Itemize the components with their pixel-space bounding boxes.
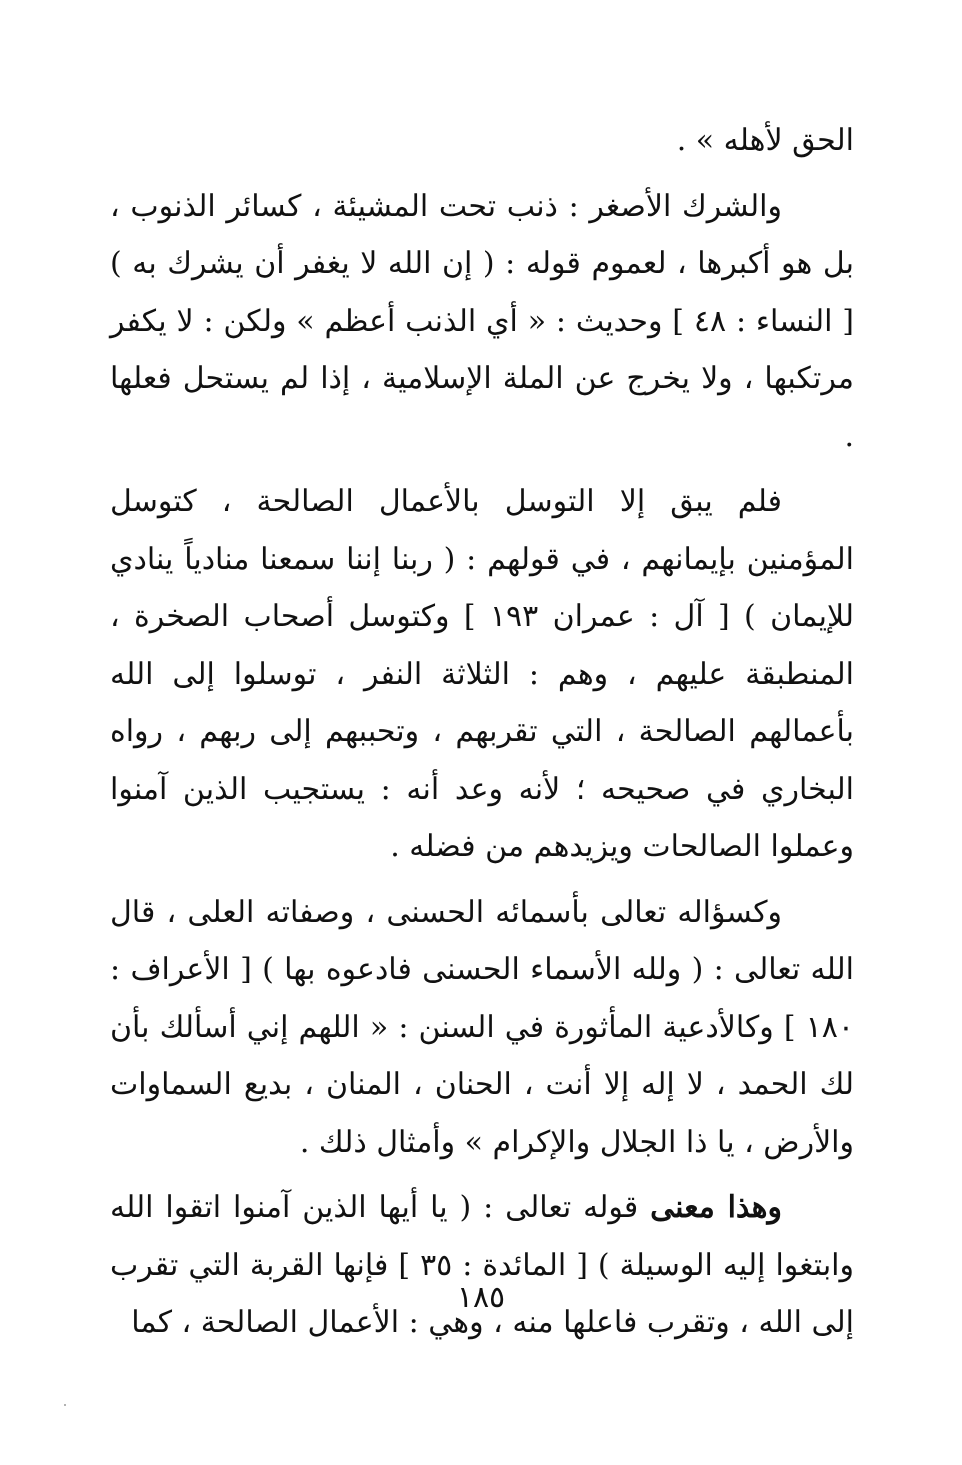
paragraph-continuation: الحق لأهله » . [676, 123, 854, 158]
paragraph-names-attributes: وكسؤاله تعالى بأسمائه الحسنى ، وصفاته العلى ، قال الله تعالى : ( ولله الأسماء الحسنى فادعوه بها ) [ الأعراف : ١٨٠ ] وكالأدعية المأثورة في السنن : « اللهم إني أسألك بأن لك الحمد ، لا إله إلا أنت ، الحنان ، المنان ، بديع السماوات والأرض ، يا ذا الجلال والإكرام » وأمثال ذلك . [110, 894, 854, 1160]
paragraph-body: قوله تعالى : ( يا أيها الذين آمنوا اتقوا الله وابتغوا إليه الوسيلة ) [ المائدة : ٣٥ ] فإنها القربة التي تقرب إلى الله ، وتقرب فاعلها منه ، وهي : الأعمال الصالحة ، كما [110, 1190, 854, 1340]
body-text [110, 112, 854, 1360]
paragraph-righteous-deeds: فلم يبق إلا التوسل بالأعمال الصالحة ، كتوسل المؤمنين بإيمانهم ، في قولهم : ( ربنا إننا سمعنا منادياً ينادي للإيمان ) [ آل : عمران ١٩٣ ] وكتوسل أصحاب الصخرة ، المنطبقة عليهم ، وهم : الثلاثة النفر ، توسلوا إلى الله بأعمالهم الصالحة ، التي تقربهم ، وتحببهم إلى ربهم ، رواه البخاري في صحيحه ؛ لأنه وعد أنه : يستجيب الذين آمنوا وعملوا الصالحات ويزيدهم من فضله . [110, 484, 854, 864]
scan-speck [64, 1404, 66, 1406]
paragraph-lead-bold: وهذا معنى [650, 1190, 782, 1225]
page-number: ١٨٥ [456, 1280, 506, 1315]
paragraph-wasila-meaning [110, 1179, 854, 1352]
paragraph-minor-shirk: والشرك الأصغر : ذنب تحت المشيئة ، كسائر الذنوب ، بل هو أكبرها ، لعموم قوله : ( إن الله لا يغفر أن يشرك به ) [ النساء : ٤٨ ] وحديث : « أي الذنب أعظم » ولكن : لا يكفر مرتكبها ، ولا يخرج عن الملة الإسلامية ، إذا لم يستحل فعلها . [110, 188, 854, 454]
